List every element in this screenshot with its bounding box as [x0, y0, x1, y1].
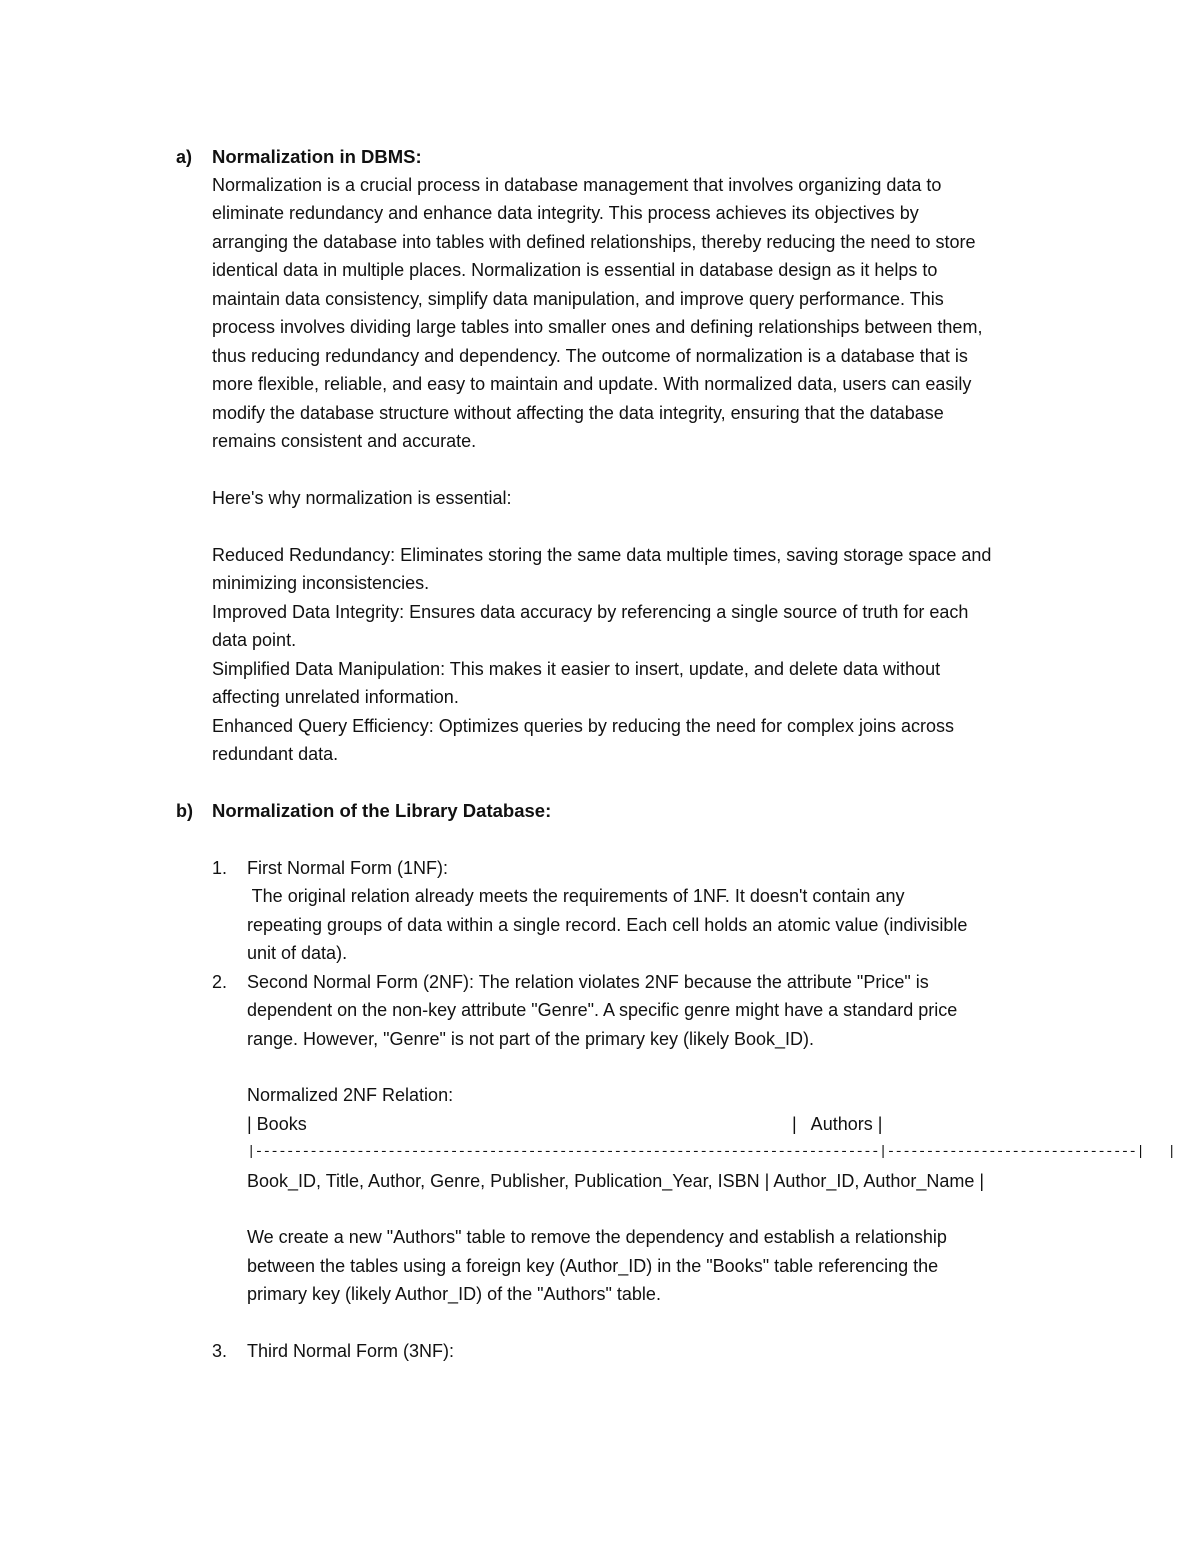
reason-line: Improved Data Integrity: Ensures data accuracy by referencing a single source of truth for each	[212, 602, 969, 622]
list-item-line: First Normal Form (1NF):	[247, 858, 448, 878]
explanation-line: between the tables using a foreign key (Author_ID) in the "Books" table referencing the	[247, 1256, 939, 1276]
paragraph-line: Normalization is a crucial process in database management that involves organizing data to	[212, 175, 942, 195]
section-a-marker: a)	[176, 147, 193, 167]
list-item-line: The original relation already meets the requirements of 1NF. It doesn't contain any	[247, 886, 905, 906]
explanation-line: primary key (likely Author_ID) of the "Authors" table.	[247, 1284, 661, 1304]
list-item-line: unit of data).	[247, 943, 348, 963]
reason-line: redundant data.	[212, 744, 339, 764]
paragraph-line: thus reducing redundancy and dependency. The outcome of normalization is a database that is	[212, 346, 968, 366]
table-header-right: | Authors |	[792, 1114, 883, 1134]
paragraph-line: modify the database structure without affecting the data integrity, ensuring that the database	[212, 403, 944, 423]
reason-line: affecting unrelated information.	[212, 687, 459, 707]
reason-line: minimizing inconsistencies.	[212, 573, 430, 593]
table-separator: |--------------------------------------------------------------------------------|--------------------------------| |	[247, 1144, 1176, 1160]
list-item-line: Third Normal Form (3NF):	[247, 1341, 455, 1361]
table-header-left: | Books	[247, 1114, 307, 1134]
list-item-line: Second Normal Form (2NF): The relation violates 2NF because the attribute "Price" is	[247, 972, 929, 992]
section-b-title: Normalization of the Library Database:	[212, 800, 552, 821]
section-a-title: Normalization in DBMS:	[212, 146, 422, 167]
reason-line: data point.	[212, 630, 297, 650]
why-intro: Here's why normalization is essential:	[212, 488, 512, 508]
list-item-line: dependent on the non-key attribute "Genre". A specific genre might have a standard price	[247, 1000, 958, 1020]
relation-label: Normalized 2NF Relation:	[247, 1085, 454, 1105]
explanation-line: We create a new "Authors" table to remove the dependency and establish a relationship	[247, 1227, 947, 1247]
list-item-line: repeating groups of data within a single record. Each cell holds an atomic value (indivisible	[247, 915, 968, 935]
paragraph-line: eliminate redundancy and enhance data integrity. This process achieves its objectives by	[212, 203, 919, 223]
paragraph-line: maintain data consistency, simplify data manipulation, and improve query performance. This	[212, 289, 944, 309]
paragraph-line: process involves dividing large tables into smaller ones and defining relationships between them,	[212, 317, 983, 337]
reason-line: Reduced Redundancy: Eliminates storing the same data multiple times, saving storage space and	[212, 545, 992, 565]
list-marker-1: 1.	[212, 858, 228, 878]
reason-line: Enhanced Query Efficiency: Optimizes queries by reducing the need for complex joins across	[212, 716, 955, 736]
paragraph-line: remains consistent and accurate.	[212, 431, 477, 451]
paragraph-line: more flexible, reliable, and easy to maintain and update. With normalized data, users can easily	[212, 374, 972, 394]
list-item-line: range. However, "Genre" is not part of the primary key (likely Book_ID).	[247, 1029, 815, 1049]
list-marker-3: 3.	[212, 1341, 228, 1361]
paragraph-line: identical data in multiple places. Normalization is essential in database design as it helps to	[212, 260, 938, 280]
paragraph-line: arranging the database into tables with defined relationships, thereby reducing the need to store	[212, 232, 976, 252]
list-marker-2: 2.	[212, 972, 228, 992]
reason-line: Simplified Data Manipulation: This makes it easier to insert, update, and delete data without	[212, 659, 941, 679]
table-row: Book_ID, Title, Author, Genre, Publisher, Publication_Year, ISBN | Author_ID, Author_Name |	[247, 1171, 985, 1191]
section-b-marker: b)	[176, 801, 193, 821]
